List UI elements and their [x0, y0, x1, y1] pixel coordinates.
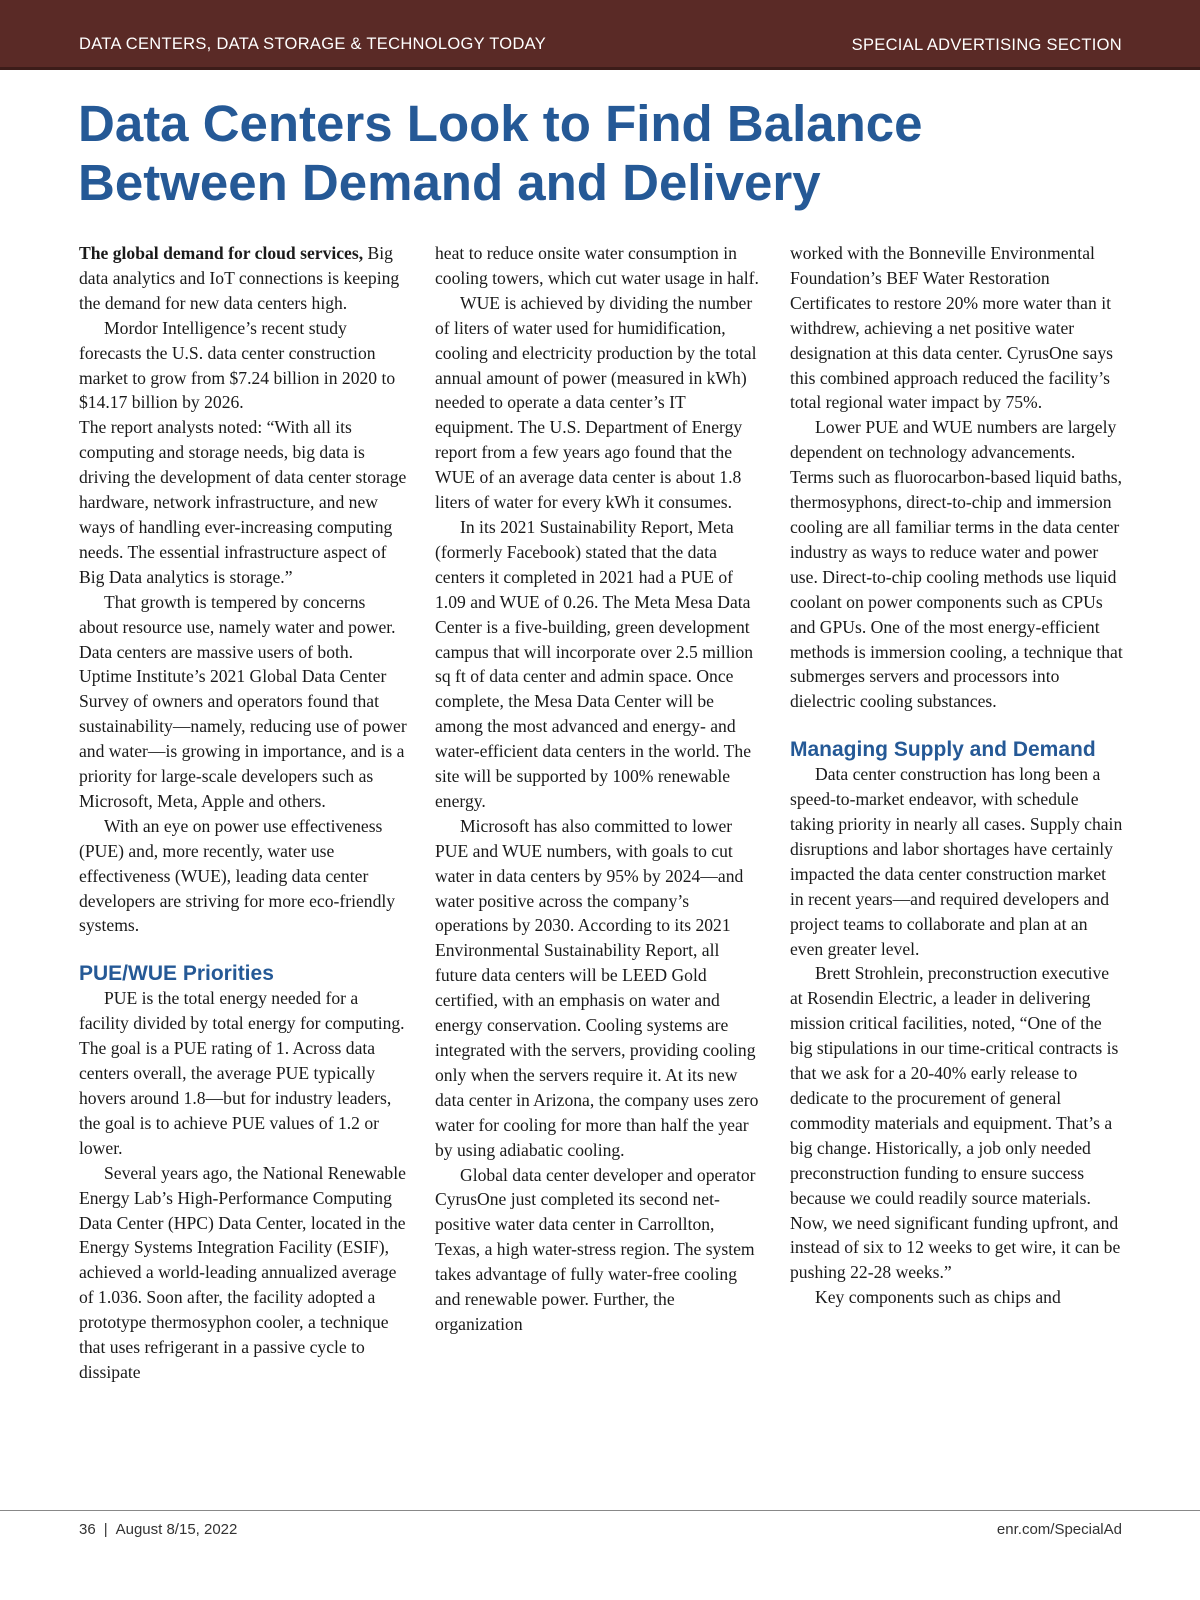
headline-line-2: Between Demand and Delivery	[78, 154, 821, 211]
paragraph: Brett Strohlein, preconstruction executive at Rosendin Electric, a leader in delivering mission critical facilities, noted, “One of the big stipulations in our time-critical contracts is that we ask for a 20-40% early release to dedicate to the procurement of general commodity materials and equipment. That’s a big change. Historically, a job only needed preconstruction funding to ensure success because we could readily source materials. Now, we need significant funding upfront, and instead of six to 12 weeks to get wire, it can be pushing 22-28 weeks.”	[790, 963, 1121, 1283]
advertising-label: SPECIAL ADVERTISING SECTION	[851, 36, 1122, 54]
headline-line-1: Data Centers Look to Find Balance	[78, 95, 923, 152]
paragraph: WUE is achieved by dividing the number of liters of water used for humidification, cooling and electricity production by the total annual amount of power (measured in kWh) needed to operate a data center’s IT equipment. The U.S. Department of Energy report from a few years ago found that the WUE of an average data center is about 1.8 liters of water for every kWh it consumes.	[435, 292, 757, 513]
paragraph: Mordor Intelligence’s recent study forecasts the U.S. data center construction market to grow from $7.24 billion in 2020 to $14.17 billion by 2026.	[79, 317, 396, 413]
page-number: 36	[79, 1521, 96, 1538]
paragraph: Key components such as chips and	[815, 1287, 1061, 1308]
paragraph: Global data center developer and operator CyrusOne just completed its second net-positive water data center in Carrollton, Texas, a high water-stress region. The system takes advantage of fully water-free cooling and renewable power. Further, the organization	[435, 1164, 756, 1334]
article-column-1	[79, 241, 407, 1385]
section-header-bar	[0, 0, 1200, 70]
paragraph: worked with the Bonneville Environmental Foundation’s BEF Water Restoration Certificates to restore 20% more water than it withdrew, achieving a net positive water designation at this data center. CyrusOne says this combined approach reduced the facility’s total regional water impact by 75%.	[790, 243, 1113, 413]
paragraph: In its 2021 Sustainability Report, Meta (formerly Facebook) stated that the data centers it completed in 2021 had a PUE of 1.09 and WUE of 0.26. The Meta Mesa Data Center is a five-building, green development campus that will incorporate over 2.5 million sq ft of data center and admin space. Once complete, the Mesa Data Center will be among the most advanced and energy- and water-efficient data centers in the world. The site will be supported by 100% renewable energy.	[435, 516, 754, 811]
paragraph: The report analysts noted: “With all its computing and storage needs, big data is driving the development of data center storage hardware, network infrastructure, and new ways of handling ever-increasing computing needs. The essential infrastructure aspect of Big Data analytics is storage.”	[79, 417, 407, 587]
paragraph: PUE is the total energy needed for a facility divided by total energy for computing. The goal is a PUE rating of 1. Across data centers overall, the average PUE typically hovers around 1.8—but for industry leaders, the goal is to achieve PUE values of 1.2 or lower.	[79, 988, 405, 1158]
paragraph: That growth is tempered by concerns about resource use, namely water and power. Data centers are massive users of both. Uptime Institute’s 2021 Global Data Center Survey of owners and operators found that sustainability—namely, reducing use of power and water—is growing in importance, and is a priority for large-scale developers such as Microsoft, Meta, Apple and others.	[79, 591, 407, 811]
paragraph: Data center construction has long been a speed-to-market endeavor, with schedule taking priority in nearly all cases. Supply chain disruptions and labor shortages have certainly impacted the data center construction market in recent years—and required developers and project teams to collaborate and plan at an even greater level.	[790, 764, 1123, 959]
article-headline	[78, 94, 1128, 212]
footer-separator: |	[103, 1521, 108, 1538]
footer-page-info	[79, 1521, 237, 1538]
paragraph: Several years ago, the National Renewable Energy Lab’s High-Performance Computing Data Center (HPC) Data Center, located in the Energy Systems Integration Facility (ESIF), achieved a world-leading annualized average of 1.036. Soon after, the facility adopted a prototype thermosyphon cooler, a technique that uses refrigerant in a passive cycle to dissipate	[79, 1162, 406, 1382]
article-column-3	[790, 241, 1123, 1310]
paragraph: With an eye on power use effectiveness (PUE) and, more recently, water use effectiveness (WUE), leading data center developers are striving for more eco-friendly systems.	[79, 815, 396, 936]
subhead-pue-wue: PUE/WUE Priorities	[79, 962, 274, 986]
section-title: DATA CENTERS, DATA STORAGE & TECHNOLOGY TODAY	[79, 35, 547, 53]
article-column-2	[435, 241, 763, 1337]
intro-paragraph: The global demand for cloud services, Big data analytics and IoT connections is keeping the demand for new data centers high.	[79, 243, 400, 313]
footer-url: enr.com/SpecialAd	[996, 1521, 1122, 1538]
paragraph: Microsoft has also committed to lower PUE and WUE numbers, with goals to cut water in data centers by 95% by 2024—and water positive across the company’s operations by 2030. According to its 2021 Environmental Sustainability Report, all future data centers will be LEED Gold certified, with an emphasis on water and energy conservation. Cooling systems are integrated with the servers, providing cooling only when the servers require it. At its new data center in Arizona, the company uses zero water for cooling for more than half the year by using adiabatic cooling.	[435, 815, 759, 1160]
issue-date: August 8/15, 2022	[115, 1521, 238, 1538]
header-divider	[0, 67, 1200, 70]
lead-in: The global demand for cloud services,	[79, 243, 364, 263]
paragraph: Lower PUE and WUE numbers are largely dependent on technology advancements. Terms such as fluorocarbon-based liquid baths, thermosyphons, direct-to-chip and immersion cooling are all familiar terms in the data center industry as ways to reduce water and power use. Direct-to-chip cooling methods use liquid coolant on power components such as CPUs and GPUs. One of the most energy-efficient methods is immersion cooling, a technique that submerges servers and processors into dielectric cooling substances.	[790, 417, 1123, 712]
footer-divider	[0, 1510, 1200, 1511]
paragraph: heat to reduce onsite water consumption in cooling towers, which cut water usage in half.	[435, 243, 759, 288]
subhead-supply-demand: Managing Supply and Demand	[790, 738, 1096, 762]
